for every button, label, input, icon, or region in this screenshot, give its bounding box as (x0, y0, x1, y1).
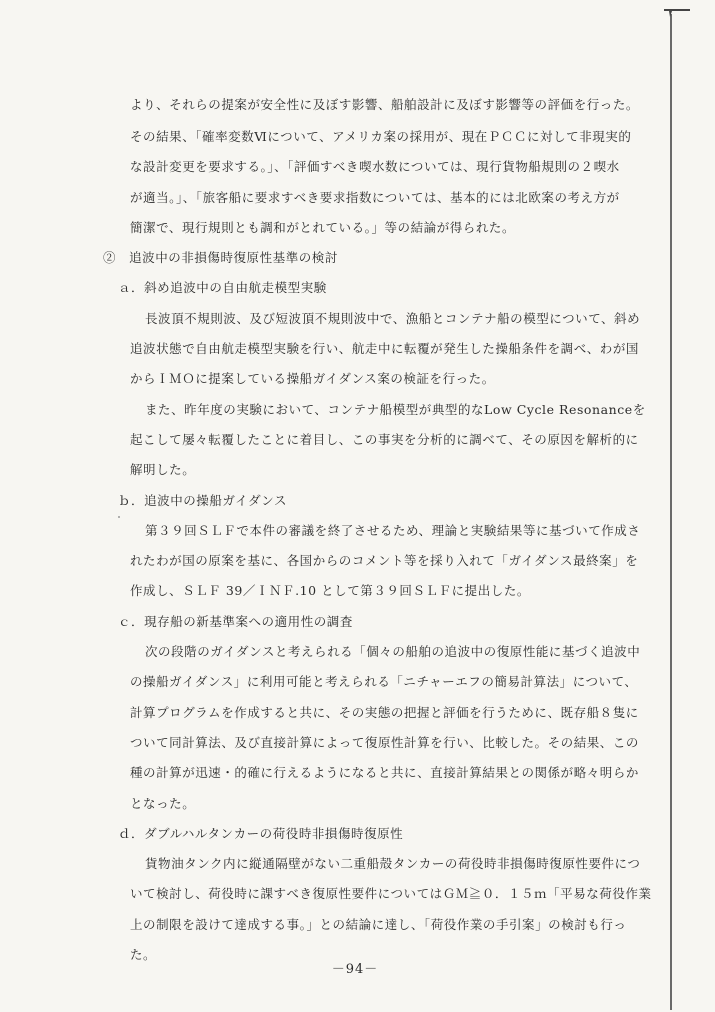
text-line: 解明した。 (130, 462, 196, 477)
text-line: 簡潔で、現行規則とも調和がとれている。」等の結論が得られた。 (130, 220, 516, 235)
text-line: 第３９回ＳＬＦで本件の審議を終了させるため、理論と実験結果等に基づいて作成さ (145, 523, 641, 538)
scan-edge-line (670, 14, 672, 1010)
text-line: ｃ．現存船の新基準案への適用性の調査 (118, 614, 353, 629)
text-line: た。 (130, 947, 157, 962)
text-line: 種の計算が迅速・的確に行えるようになると共に、直接計算結果との関係が略々明らか (130, 765, 639, 780)
text-line: 追波状態で自由航走模型実験を行い、航走中に転覆が発生した操船条件を調べ、わが国 (130, 341, 639, 356)
text-line: の操船ガイダンス」に利用可能と考えられる「ニチャーエフの簡易計算法」について、 (130, 674, 638, 689)
text-line: 長波頂不規則波、及び短波頂不規則波中で、漁船とコンテナ船の模型について、斜め (145, 311, 641, 326)
scan-speck (118, 516, 120, 518)
text-line: また、昨年度の実験において、コンテナ船模型が典型的なLow Cycle Resonanceを (145, 402, 646, 417)
text-line: ついて同計算法、及び直接計算によって復原性計算を行い、比較した。その結果、この (130, 735, 639, 750)
text-line: 起こして屡々転覆したことに着目し、この事実を分析的に調べて、その原因を解析的に (130, 432, 639, 447)
text-line: ａ．斜め追波中の自由航走模型実験 (118, 280, 327, 295)
page-number: －94－ (331, 962, 379, 977)
text-line: 作成し、ＳＬＦ 39／ＩＮＦ.10 として第３９回ＳＬＦに提出した。 (130, 583, 530, 598)
text-line: 上の制限を設けて達成する事。」との結論に達し、「荷役作業の手引案」の検討も行っ (130, 917, 627, 932)
text-line: となった。 (130, 796, 196, 811)
text-line: より、それらの提案が安全性に及ぼす影響、船舶設計に及ぼす影響等の評価を行った。 (130, 97, 639, 112)
text-line: からＩＭＯに提案している操船ガイダンス案の検証を行った。 (130, 371, 495, 386)
text-line: いて検討し、荷役時に課すべき復原性要件についてはＧＭ≧０．１５ｍ「平易な荷役作業 (130, 886, 652, 901)
binding-mark-icon (664, 8, 690, 18)
text-line: 貨物油タンク内に縦通隔壁がない二重船殻タンカーの荷役時非損傷時復原性要件につ (145, 856, 641, 871)
text-line: な設計変更を要求する。」、「評価すべき喫水数については、現行貨物船規則の２喫水 (130, 159, 620, 174)
text-line: が適当。」、「旅客船に要求すべき要求指数については、基本的には北欧案の考え方が (130, 190, 620, 205)
text-line: ｄ．ダブルハルタンカーの荷役時非損傷時復原性 (118, 826, 404, 841)
text-line: ｂ．追波中の操船ガイダンス (118, 493, 288, 508)
text-line: その結果、「確率変数Ⅵについて、アメリカ案の採用が、現在ＰＣＣに対して非現実的 (130, 129, 632, 144)
text-line: ② 追波中の非損傷時復原性基準の検討 (103, 250, 338, 265)
text-line: 次の段階のガイダンスと考えられる「個々の船舶の追波中の復原性能に基づく追波中 (145, 644, 641, 659)
text-line: 計算プログラムを作成すると共に、その実態の把握と評価を行うために、既存船８隻に (130, 705, 639, 720)
text-line: れたわが国の原案を基に、各国からのコメント等を採り入れて「ガイダンス最終案」を (130, 553, 639, 568)
